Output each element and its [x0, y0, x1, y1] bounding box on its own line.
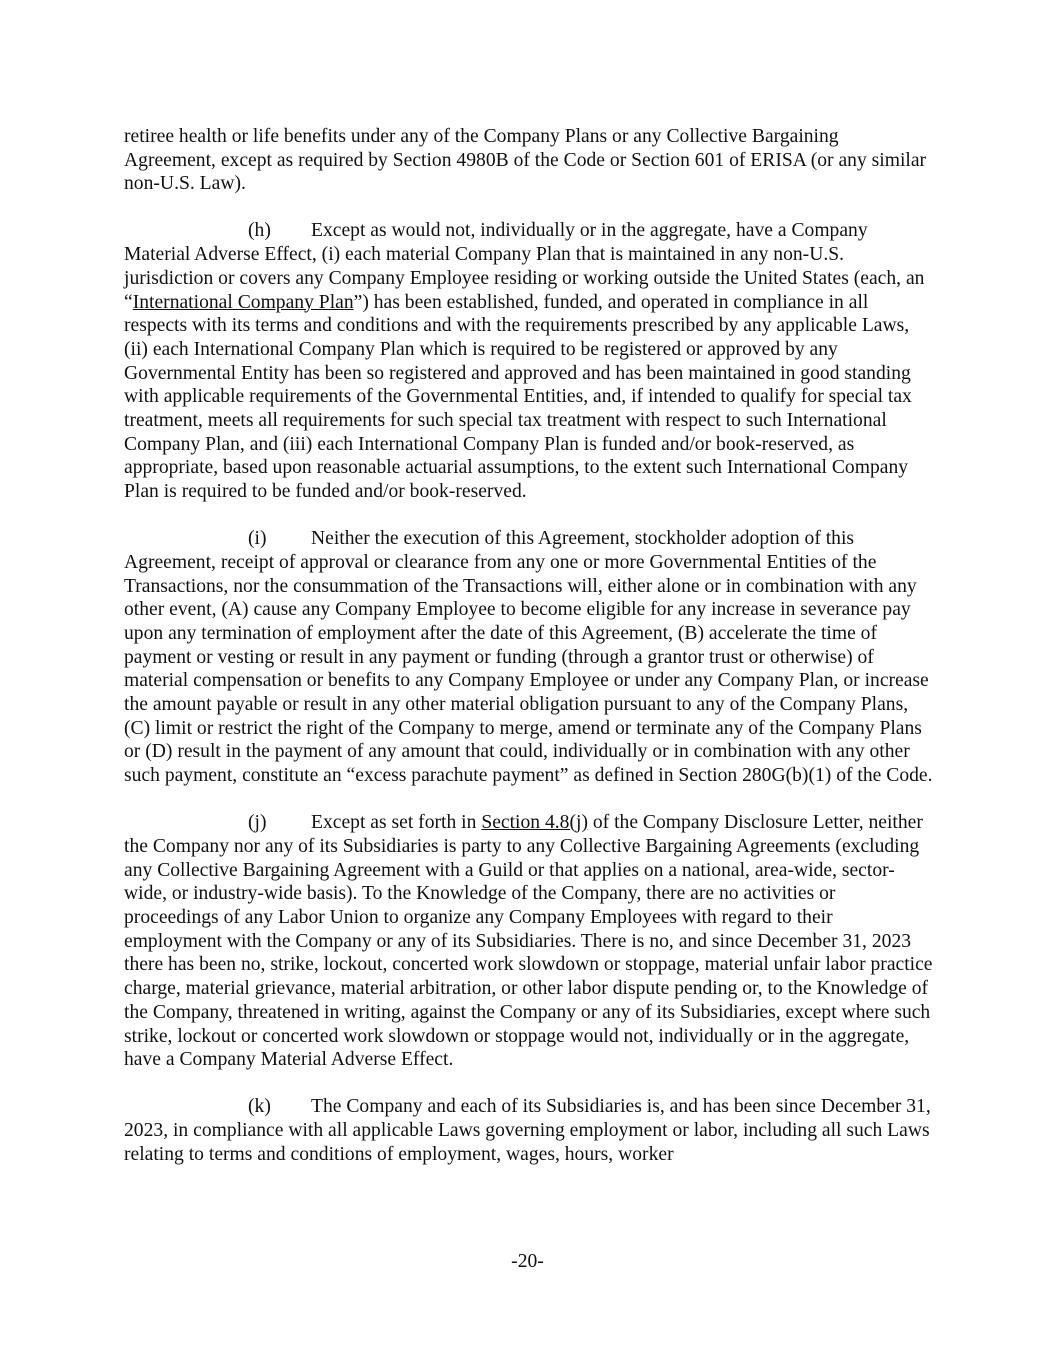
paragraph-h-label: (h): [248, 220, 271, 242]
paragraph-k-text: The Company and each of its Subsidiaries is, and has been since December 31, 2023, in compliance with all applicable Laws governing employment or labor, including all such Laws relating to terms and conditions of employment, wages, hours, worker: [124, 1096, 931, 1165]
paragraph-h-text-before: Except as would not, individually or in the aggregate, have a Company Material Adverse Effect, (i) each material Company Plan that is maintained in any non-U.S. jurisdiction or covers any Company Employee residing or working outside the United States (each, an “: [124, 220, 925, 313]
paragraph-continuation-text: retiree health or life benefits under any of the Company Plans or any Collective Bargaining Agreement, except as required by Section 4980B of the Code or Section 601 of ERISA (or any similar non-U.S. Law).: [124, 126, 927, 195]
paragraph-i-text: Neither the execution of this Agreement, stockholder adoption of this Agreement, receipt of approval or clearance from any one or more Governmental Entities of the Transactions, nor the consummation of the Transactions will, either alone or in combination with any other event, (A) cause any Company Employee to become eligible for any increase in severance pay upon any termination of employment after the date of this Agreement, (B) accelerate the time of payment or vesting or result in any payment or funding (through a grantor trust or otherwise) of material compensation or benefits to any Company Employee or under any Company Plan, or increase the amount payable or result in any other material obligation pursuant to any of the Company Plans, (C) limit or restrict the right of the Company to merge, amend or terminate any of the Company Plans or (D) result in the payment of any amount that could, individually or in combination with any other such payment, constitute an “excess parachute payment” as defined in Section 280G(b)(1) of the Code.: [124, 528, 933, 787]
paragraph-k-label: (k): [248, 1096, 271, 1118]
document-body: [124, 125, 934, 1190]
paragraph-h-text-after: ”) has been established, funded, and operated in compliance in all respects with its terms and conditions and with the requirements prescribed by any applicable Laws, (ii) each International Company Plan which is required to be registered or approved by any Governmental Entity has been so registered and approved and has been maintained in good standing with applicable requirements of the Governmental Entities, and, if intended to qualify for special tax treatment, meets all requirements for such special tax treatment with respect to such International Company Plan, and (iii) each International Company Plan is funded and/or book-reserved, as appropriate, based upon reasonable actuarial assumptions, to the extent such International Company Plan is required to be funded and/or book-reserved.: [124, 291, 912, 503]
defined-term-international-company-plan: International Company Plan: [132, 291, 354, 313]
paragraph-i-label: (i): [248, 528, 267, 550]
section-reference-link[interactable]: Section 4.8(j): [481, 812, 588, 834]
paragraph-continuation: [124, 125, 934, 196]
paragraph-j-label: (j): [248, 812, 267, 834]
paragraph-j-text-before: Except as set forth in: [311, 812, 482, 834]
page-number: -20-: [511, 1251, 544, 1272]
paragraph-j-text-after: of the Company Disclosure Letter, neither the Company nor any of its Subsidiaries is party to any Collective Bargaining Agreements (excluding any Collective Bargaining Agreement with a Guild or that applies on a national, area-wide, sector-wide, or industry-wide basis). To the Knowledge of the Company, there are no activities or proceedings of any Labor Union to organize any Company Employees with regard to their employment with the Company or any of its Subsidiaries. There is no, and since December 31, 2023 there has been no, strike, lockout, concerted work slowdown or stoppage, material unfair labor practice charge, material grievance, material arbitration, or other labor dispute pending or, to the Knowledge of the Company, threatened in writing, against the Company or any of its Subsidiaries, except where such strike, lockout or concerted work slowdown or stoppage would not, individually or in the aggregate, have a Company Material Adverse Effect.: [124, 812, 933, 1071]
paragraph-h: [124, 219, 934, 503]
paragraph-j: [124, 811, 934, 1072]
paragraph-k: [124, 1095, 934, 1166]
paragraph-i: [124, 527, 934, 788]
